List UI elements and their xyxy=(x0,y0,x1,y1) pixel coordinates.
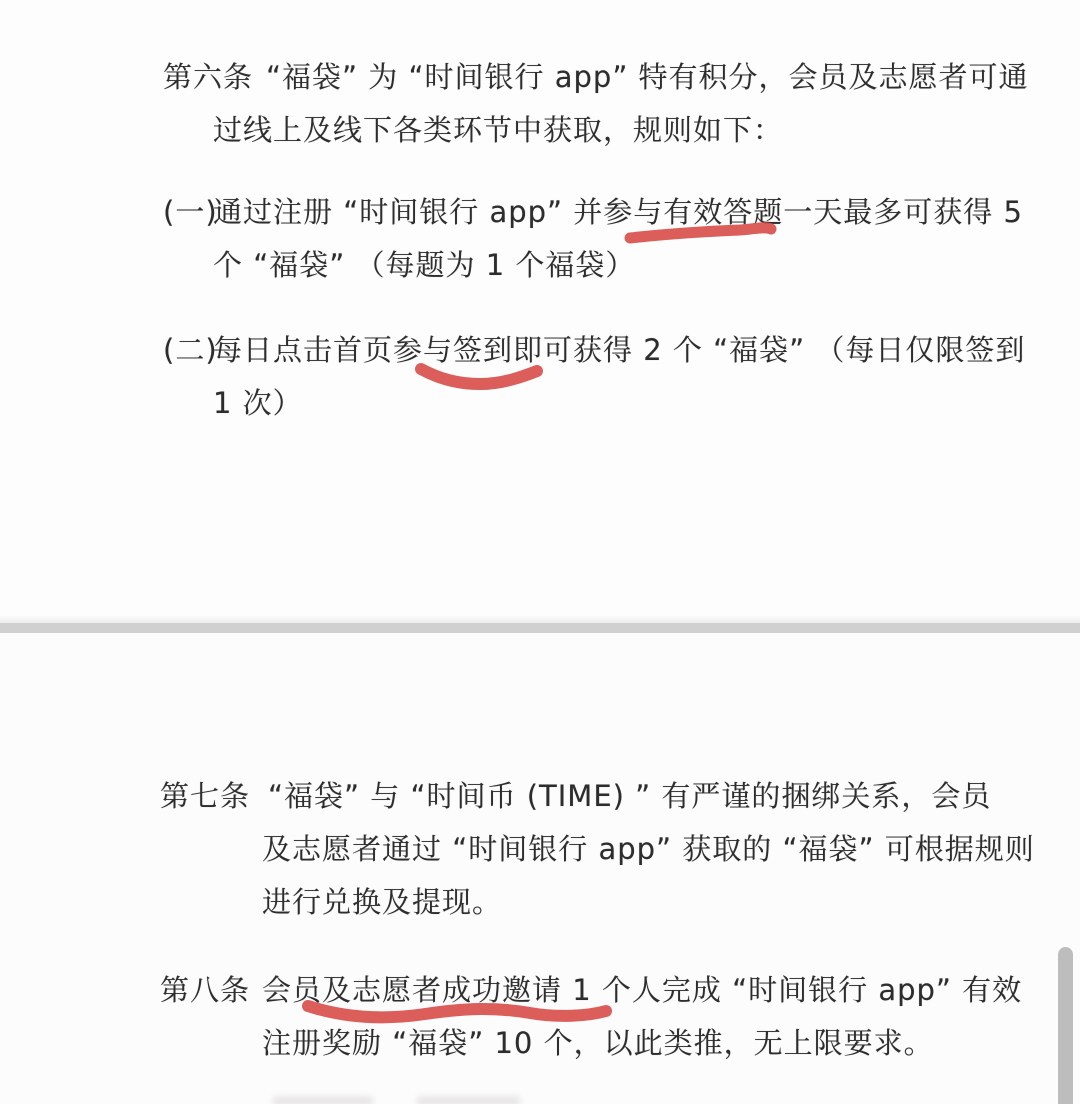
text-line: “福袋” 为 “时间银行 app” 特有积分，会员及志愿者可通 xyxy=(266,60,1029,94)
rule-item-1-label: (一) xyxy=(163,195,218,229)
text-line: 过线上及线下各类环节中获取，规则如下： xyxy=(213,113,784,147)
text-line: 通过注册 “时间银行 app” 并参与有效答题一天最多可获得 5 xyxy=(213,195,1023,229)
text-line: 会员及志愿者成功邀请 1 个人完成 “时间银行 app” 有效 xyxy=(262,973,1023,1007)
clause-7-paragraph xyxy=(0,770,1080,929)
clause-7-label: 第七条 xyxy=(160,779,251,813)
text-line: 注册奖励 “福袋” 10 个，以此类推，无上限要求。 xyxy=(262,1026,934,1060)
page-break-gap xyxy=(0,623,1080,633)
rule-item-1-paragraph xyxy=(0,186,1080,292)
clause-7-body xyxy=(262,770,1080,929)
clause-6-label: 第六条 xyxy=(163,60,254,94)
text-line: 进行兑换及提现。 xyxy=(262,885,503,919)
clause-6-body xyxy=(213,51,1080,157)
rule-item-1-body xyxy=(213,186,1080,292)
rule-item-2-label: (二) xyxy=(163,333,218,367)
clause-6-paragraph xyxy=(0,51,1080,157)
text-line: 个 “福袋” （每题为 1 个福袋） xyxy=(213,248,636,282)
rule-item-2-paragraph xyxy=(0,324,1080,430)
text-line: 及志愿者通过 “时间银行 app” 获取的 “福袋” 可根据规则 xyxy=(262,832,1035,866)
text-line: 每日点击首页参与签到即可获得 2 个 “福袋” （每日仅限签到 xyxy=(213,333,1026,367)
clause-8-label: 第八条 xyxy=(160,973,251,1007)
vertical-scrollbar-thumb[interactable] xyxy=(1058,947,1073,1104)
rule-item-2-body xyxy=(213,324,1080,430)
clause-8-body xyxy=(262,964,1080,1070)
text-line: “福袋” 与 “时间币 (TIME) ” 有严谨的捆绑关系，会员 xyxy=(268,779,992,813)
page-1-bottom-shadow xyxy=(0,615,1080,623)
cutoff-text-fragment xyxy=(417,1096,520,1104)
text-line: 1 次） xyxy=(213,386,303,420)
clause-8-paragraph xyxy=(0,964,1080,1070)
cutoff-text-fragment xyxy=(273,1096,373,1104)
